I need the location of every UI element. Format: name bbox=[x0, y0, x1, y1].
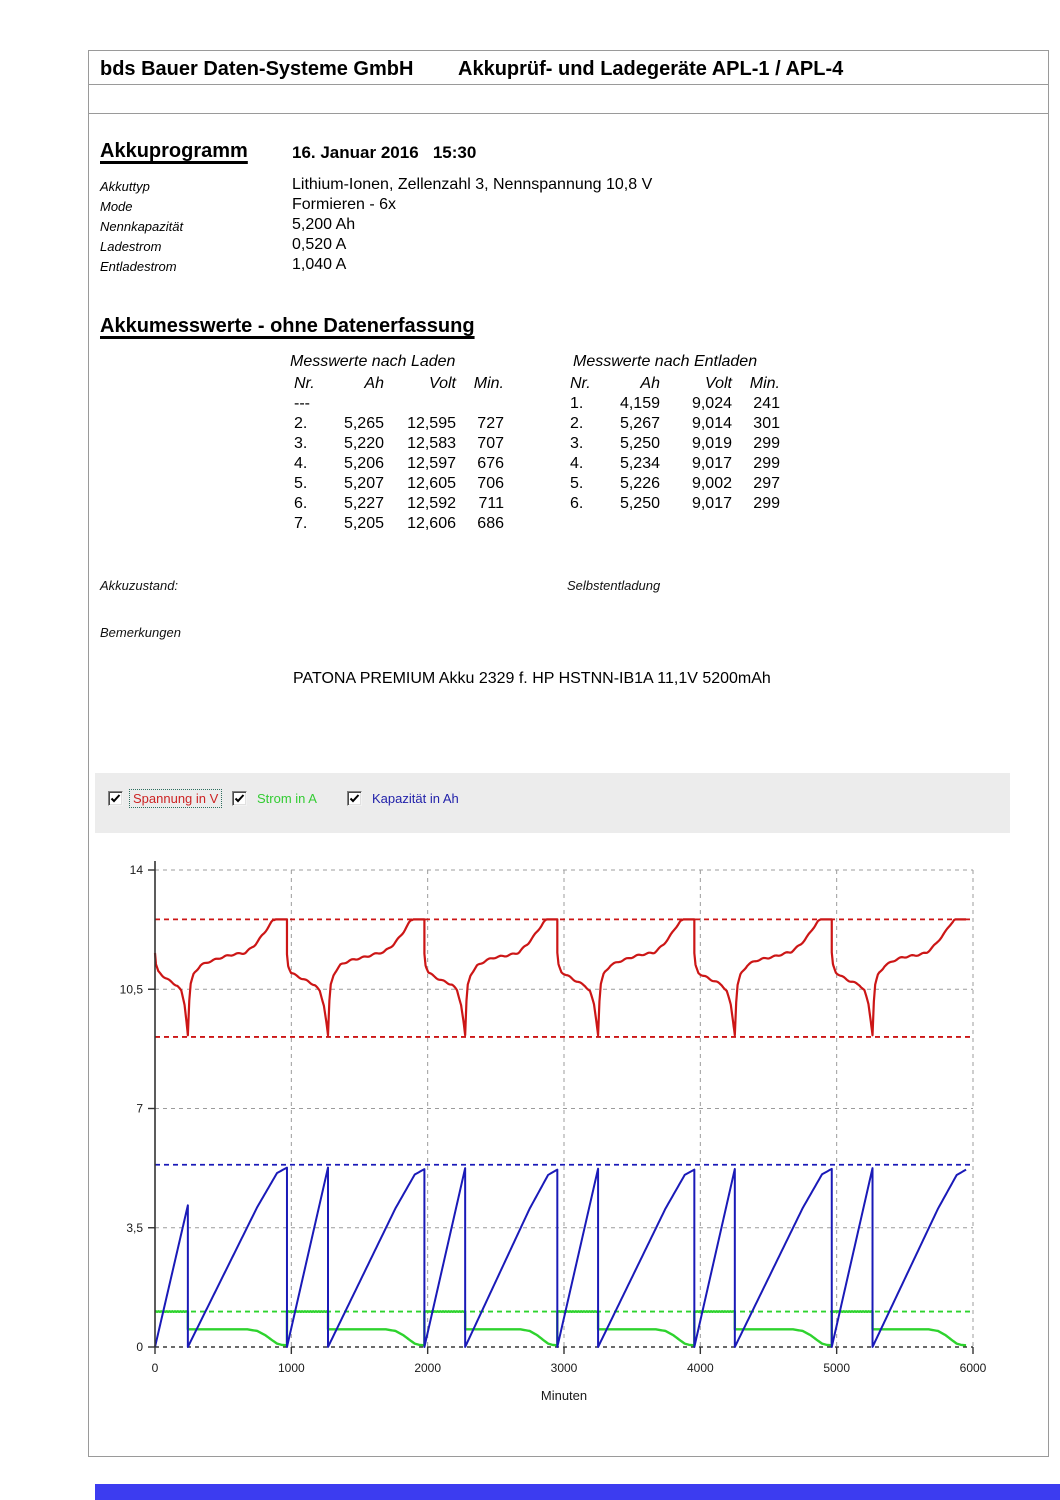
subheader-divider bbox=[88, 113, 1048, 114]
table-row bbox=[566, 494, 780, 514]
program-row-value: Formieren - 6x bbox=[292, 196, 397, 213]
table-row bbox=[290, 474, 504, 494]
laden-table bbox=[290, 374, 504, 534]
table-row bbox=[566, 454, 780, 474]
header-divider bbox=[88, 84, 1048, 85]
table-cell: 711 bbox=[478, 495, 504, 512]
table-cell: 5,265 bbox=[343, 415, 384, 432]
table-cell: 2. bbox=[294, 415, 308, 432]
battery-product-line: PATONA PREMIUM Akku 2329 f. HP HSTNN-IB1A 11,1V 5200mAh bbox=[293, 670, 771, 687]
program-row-value: 5,200 Ah bbox=[292, 216, 356, 233]
table-cell: 3. bbox=[294, 435, 308, 452]
x-tick-label: 3000 bbox=[550, 1361, 578, 1375]
table-row bbox=[290, 454, 504, 474]
x-tick-label: 6000 bbox=[959, 1361, 987, 1375]
table-row bbox=[566, 434, 780, 454]
battery-chart bbox=[95, 855, 1015, 1420]
laden-table-title: Messwerte nach Laden bbox=[290, 353, 456, 370]
column-header: Min. bbox=[473, 375, 504, 392]
table-row bbox=[290, 414, 504, 434]
column-header: Ah bbox=[640, 375, 660, 392]
table-cell: 12,592 bbox=[407, 495, 456, 512]
column-header: Volt bbox=[429, 375, 456, 392]
program-row-label: Akkuttyp bbox=[100, 179, 150, 194]
x-axis-title: Minuten bbox=[540, 1388, 588, 1403]
table-cell: 5,205 bbox=[343, 515, 384, 532]
product-title: Akkuprüf- und Ladegeräte APL-1 / APL-4 bbox=[458, 58, 844, 80]
table-cell: 5,206 bbox=[343, 455, 384, 472]
program-row-label: Nennkapazität bbox=[100, 219, 184, 234]
x-tick-label: 4000 bbox=[686, 1361, 714, 1375]
check-icon bbox=[234, 793, 245, 804]
column-header: Nr. bbox=[294, 375, 315, 392]
table-cell: 686 bbox=[477, 515, 504, 532]
company-name: bds Bauer Daten-Systeme GmbH bbox=[100, 58, 414, 80]
kapazitaet-series bbox=[155, 1168, 966, 1347]
table-cell bbox=[334, 394, 384, 414]
legend-item-kapazitaet bbox=[347, 790, 462, 807]
program-section-title: Akkuprogramm bbox=[100, 140, 248, 162]
table-cell: 12,595 bbox=[407, 415, 456, 432]
kapazitaet-checkbox-label[interactable]: Kapazität in Ah bbox=[372, 791, 459, 806]
bottom-bar bbox=[95, 1484, 1060, 1500]
check-icon bbox=[349, 793, 360, 804]
table-cell: 5,226 bbox=[619, 475, 660, 492]
table-cell: 9,014 bbox=[691, 415, 732, 432]
table-cell: 9,002 bbox=[691, 475, 732, 492]
selbstentladung-label: Selbstentladung bbox=[567, 578, 661, 593]
spannung-checkbox[interactable] bbox=[108, 791, 123, 806]
table-cell: 707 bbox=[477, 435, 504, 452]
entladen-table-title: Messwerte nach Entladen bbox=[573, 353, 758, 370]
table-row bbox=[566, 474, 780, 494]
table-cell: 299 bbox=[753, 455, 780, 472]
column-header: Nr. bbox=[570, 375, 591, 392]
table-cell bbox=[384, 394, 456, 414]
y-tick-label: 0 bbox=[136, 1340, 143, 1354]
kapazitaet-checkbox[interactable] bbox=[347, 791, 362, 806]
program-row-label: Entladestrom bbox=[100, 259, 177, 274]
program-row-value: 0,520 A bbox=[292, 236, 347, 253]
table-cell: 5,234 bbox=[619, 455, 660, 472]
column-header: Min. bbox=[749, 375, 780, 392]
table-cell: 727 bbox=[477, 415, 504, 432]
column-header: Volt bbox=[705, 375, 732, 392]
table-cell: 5. bbox=[570, 475, 584, 492]
column-header: Ah bbox=[364, 375, 384, 392]
table-cell: 5,207 bbox=[343, 475, 384, 492]
table-cell: 9,017 bbox=[691, 495, 732, 512]
table-cell: 5,250 bbox=[619, 435, 660, 452]
y-tick-label: 10,5 bbox=[119, 982, 143, 997]
table-cell: 241 bbox=[753, 395, 780, 412]
program-row-value: Lithium-Ionen, Zellenzahl 3, Nennspannung 10,8 V bbox=[292, 176, 653, 193]
legend-item-strom bbox=[232, 790, 320, 807]
program-datetime: 16. Januar 2016 15:30 bbox=[292, 143, 477, 162]
x-tick-label: 0 bbox=[151, 1361, 159, 1375]
x-tick-label: 1000 bbox=[277, 1361, 305, 1375]
table-cell: 6. bbox=[294, 495, 308, 512]
y-tick-label: 14 bbox=[129, 863, 143, 877]
table-row bbox=[566, 414, 780, 434]
table-cell: 12,583 bbox=[407, 435, 456, 452]
program-row-label: Mode bbox=[100, 199, 133, 214]
table-row bbox=[290, 514, 504, 534]
spannung-series bbox=[155, 919, 966, 1035]
table-cell: 297 bbox=[753, 475, 780, 492]
program-values bbox=[292, 175, 652, 275]
check-icon bbox=[110, 793, 121, 804]
table-cell: 706 bbox=[477, 475, 504, 492]
laden-table-block bbox=[290, 352, 504, 534]
table-cell: 1. bbox=[570, 395, 584, 412]
table-cell: 9,017 bbox=[691, 455, 732, 472]
entladen-table bbox=[566, 374, 780, 514]
table-row bbox=[290, 494, 504, 514]
y-tick-label: 7 bbox=[136, 1101, 143, 1116]
table-cell: 5,250 bbox=[619, 495, 660, 512]
bemerkungen-label: Bemerkungen bbox=[100, 625, 181, 640]
table-cell: 5. bbox=[294, 475, 308, 492]
y-tick-label: 3,5 bbox=[126, 1220, 143, 1235]
table-cell: 12,605 bbox=[407, 475, 456, 492]
akkuzustand-label: Akkuzustand: bbox=[100, 578, 179, 593]
table-row bbox=[290, 434, 504, 454]
table-cell: 5,227 bbox=[343, 495, 384, 512]
program-labels bbox=[100, 177, 183, 277]
table-cell: 5,220 bbox=[343, 435, 384, 452]
program-row-label: Ladestrom bbox=[100, 239, 162, 254]
strom-series bbox=[155, 1311, 966, 1345]
table-cell: 7. bbox=[294, 515, 308, 532]
table-cell: 301 bbox=[753, 415, 780, 432]
table-cell: 2. bbox=[570, 415, 584, 432]
table-cell: 6. bbox=[570, 495, 584, 512]
x-tick-label: 5000 bbox=[823, 1361, 851, 1375]
table-cell: 5,267 bbox=[619, 415, 660, 432]
table-cell: 676 bbox=[477, 455, 504, 472]
program-row-value: 1,040 A bbox=[292, 256, 347, 273]
table-cell: 9,024 bbox=[691, 395, 732, 412]
spannung-checkbox-label[interactable]: Spannung in V bbox=[130, 790, 221, 807]
x-tick-label: 2000 bbox=[414, 1361, 442, 1375]
legend-item-spannung bbox=[108, 790, 221, 807]
table-cell: 4. bbox=[570, 455, 584, 472]
table-cell: 299 bbox=[753, 435, 780, 452]
table-cell: 12,597 bbox=[407, 455, 456, 472]
entladen-table-block bbox=[566, 352, 780, 514]
strom-checkbox[interactable] bbox=[232, 791, 247, 806]
chart-legend-band bbox=[95, 773, 1010, 833]
strom-checkbox-label[interactable]: Strom in A bbox=[257, 791, 317, 806]
table-cell: 12,606 bbox=[407, 515, 456, 532]
table-row bbox=[290, 394, 504, 414]
table-cell bbox=[456, 394, 504, 414]
table-cell: 3. bbox=[570, 435, 584, 452]
measurements-section-title: Akkumesswerte - ohne Datenerfassung bbox=[100, 315, 475, 337]
table-cell: 4,159 bbox=[619, 395, 660, 412]
table-cell: 299 bbox=[753, 495, 780, 512]
table-row bbox=[566, 394, 780, 414]
table-cell: 9,019 bbox=[691, 435, 732, 452]
table-cell: --- bbox=[294, 395, 310, 412]
table-cell: 4. bbox=[294, 455, 308, 472]
